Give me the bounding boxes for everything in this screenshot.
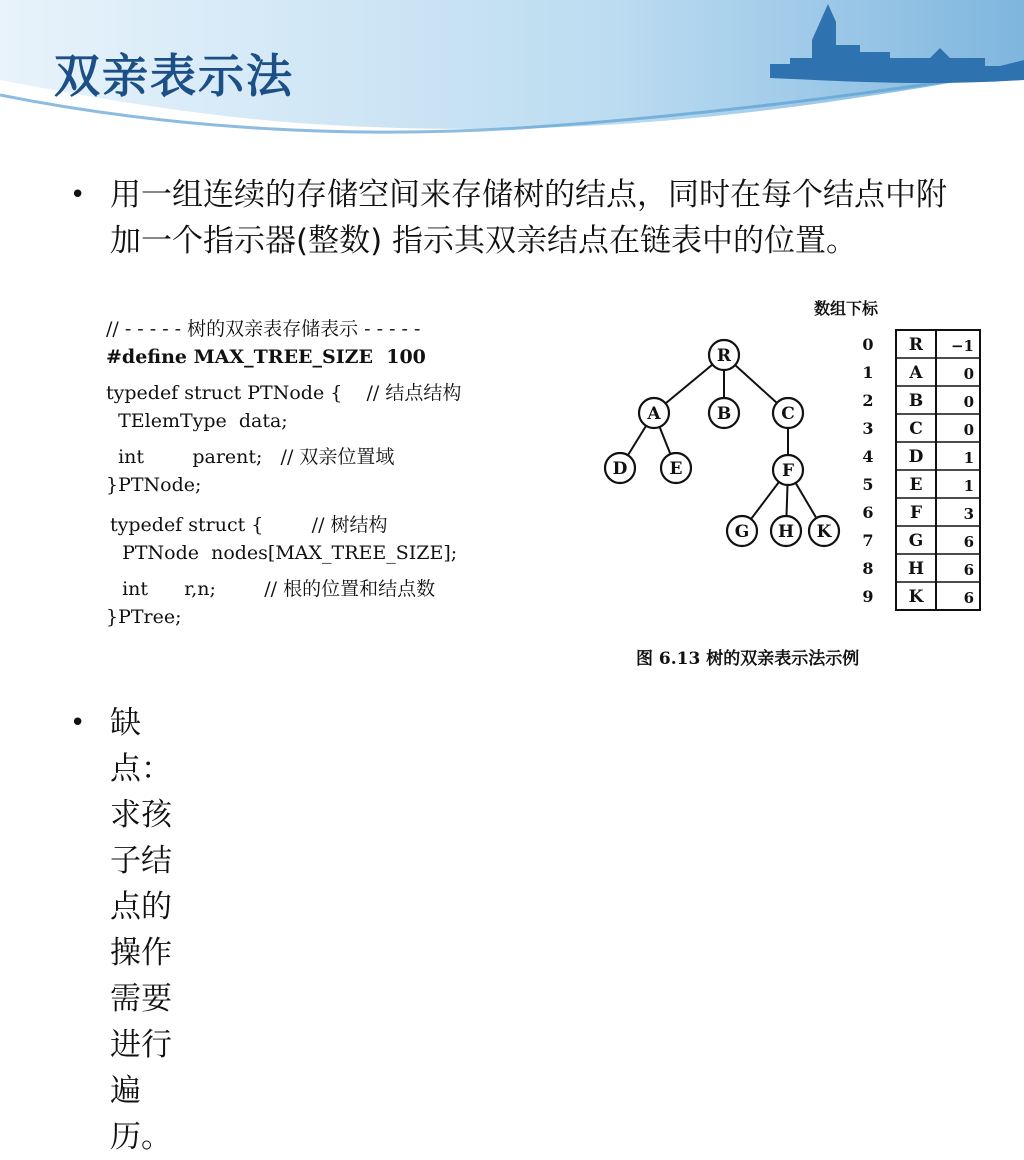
table-index: 2 xyxy=(862,391,874,410)
code-line: }PTNode; xyxy=(106,474,202,496)
table-data-cell: G xyxy=(908,531,924,551)
tree-node-label: F xyxy=(781,461,795,481)
table-index: 7 xyxy=(862,531,874,550)
table-index: 6 xyxy=(862,503,874,522)
bullet-marker: • xyxy=(70,708,86,738)
table-index: 8 xyxy=(862,559,874,578)
table-parent-cell: 1 xyxy=(963,477,974,495)
table-index: 0 xyxy=(862,335,874,354)
bullet-marker: • xyxy=(70,180,86,210)
tree-diagram xyxy=(96,300,996,680)
tree-node-label: B xyxy=(716,404,732,424)
table-parent-cell: 1 xyxy=(963,449,974,467)
table-data-cell: R xyxy=(908,335,924,355)
table-parent-cell: 0 xyxy=(963,421,974,439)
slide-title: 双亲表示法 xyxy=(54,49,294,103)
code-line: #define MAX_TREE_SIZE 100 xyxy=(106,346,426,368)
table-parent-cell: −1 xyxy=(950,337,974,355)
table-parent-cell: 6 xyxy=(963,561,974,579)
table-parent-cell: 6 xyxy=(963,589,974,607)
table-parent-cell: 3 xyxy=(963,505,974,523)
tree-node-label: K xyxy=(816,522,832,542)
code-line: // - - - - - 树的双亲表存储表示 - - - - - xyxy=(106,318,421,340)
figure xyxy=(96,300,996,680)
code-line: int parent; // 双亲位置域 xyxy=(106,446,395,468)
table-index: 4 xyxy=(862,447,874,466)
bullet-text: 缺点：求孩子结点的操作需要进行遍历。 xyxy=(110,705,172,1155)
table-data-cell: C xyxy=(909,419,923,439)
tree-node-label: A xyxy=(647,404,661,424)
table-data-cell: K xyxy=(908,587,924,607)
tree-node-label: H xyxy=(777,522,795,542)
code-line: }PTree; xyxy=(106,606,182,628)
tree-node-label: E xyxy=(669,459,683,479)
tree-node-label: G xyxy=(734,522,750,542)
table-data-cell: B xyxy=(908,391,924,411)
table-data-cell: E xyxy=(909,475,923,495)
table-index: 9 xyxy=(862,587,874,606)
table-index: 5 xyxy=(862,475,874,494)
code-line: typedef struct PTNode { // 结点结构 xyxy=(106,382,462,404)
table-data-cell: H xyxy=(907,559,925,579)
table-parent-cell: 0 xyxy=(963,393,974,411)
figure-caption: 图 6.13 树的双亲表示法示例 xyxy=(636,649,860,669)
table-data-cell: A xyxy=(909,363,923,383)
tree-node-label: C xyxy=(781,404,795,424)
table-index: 1 xyxy=(862,363,874,382)
code-line: PTNode nodes[MAX_TREE_SIZE]; xyxy=(110,542,458,564)
table-parent-cell: 0 xyxy=(963,365,974,383)
code-line: int r,n; // 根的位置和结点数 xyxy=(110,578,436,600)
table-parent-cell: 6 xyxy=(963,533,974,551)
tree-node-label: R xyxy=(716,346,732,366)
bullet-text: 用一组连续的存储空间来存储树的结点，同时在每个结点中附加一个指示器(整数) 指示其双亲结点在链表中的位置。 xyxy=(110,177,947,259)
code-line: TElemType data; xyxy=(106,410,288,432)
table-header: 数组下标 xyxy=(813,300,879,318)
code-line: typedef struct { // 树结构 xyxy=(110,514,388,536)
table-index: 3 xyxy=(862,419,874,438)
tree-node-label: D xyxy=(612,459,628,479)
table-data-cell: D xyxy=(908,447,924,467)
table-data-cell: F xyxy=(909,503,923,523)
